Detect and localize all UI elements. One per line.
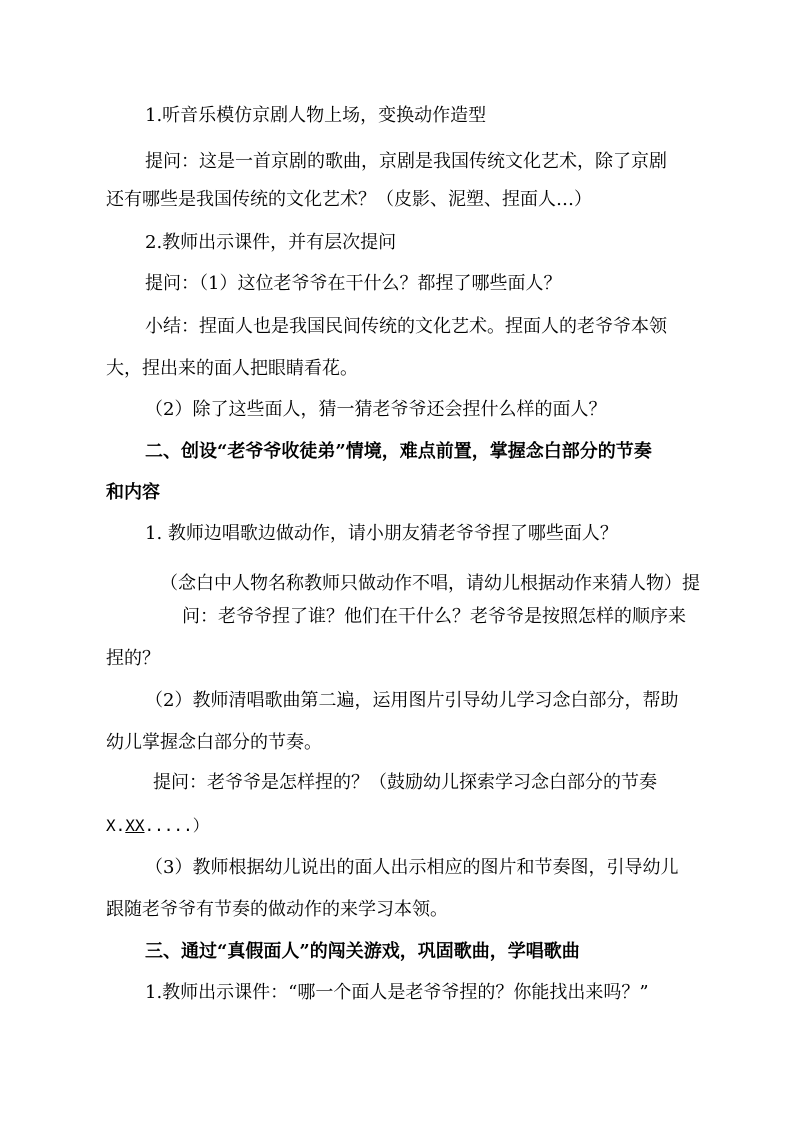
paragraph-line: 小结：捏面人也是我国民间传统的文化艺术。捏面人的老爷爷本领 [145,316,667,337]
paragraph-line: （念白中人物名称教师只做动作不唱，请幼儿根据动作来猜人物）提 [160,573,700,594]
paragraph-line: 提问：（1）这位老爷爷在干什么？都捏了哪些面人？ [145,273,562,294]
rhythm-prefix: X. [106,816,126,835]
paragraph-line: 跟随老爷爷有节奏的做动作的来学习本领。 [106,899,448,920]
paragraph-line: 捏的？ [106,648,160,669]
section-heading: 和内容 [106,482,160,503]
paragraph-line: 1.听音乐模仿京剧人物上场，变换动作造型 [145,105,487,126]
paragraph-line: （2）教师清唱歌曲第二遍，运用图片引导幼儿学习念白部分，帮助 [145,690,679,711]
paragraph-line: 提问：这是一首京剧的歌曲，京剧是我国传统文化艺术，除了京剧 [145,151,667,172]
paragraph-line: 1. 教师边唱歌边做动作，请小朋友猜老爷爷捏了哪些面人？ [145,523,618,544]
rhythm-notation [106,814,209,838]
rhythm-suffix: .....） [144,816,209,835]
paragraph-line: 还有哪些是我国传统的文化艺术？（皮影、泥塑、捏面人…） [106,189,592,210]
paragraph-line: 大，捏出来的面人把眼睛看花。 [106,358,358,379]
paragraph-line: 1.教师出示课件：“哪一个面人是老爷爷捏的？你能找出来吗？” [145,982,649,1003]
paragraph-line: 2.教师出示课件，并有层次提问 [145,232,397,253]
paragraph-line: 问：老爷爷捏了谁？他们在干什么？老爷爷是按照怎样的顺序来 [182,606,686,627]
section-heading: 二、创设“老爷爷收徒弟”情境，难点前置，掌握念白部分的节奏 [145,441,652,462]
paragraph-line: 提问：老爷爷是怎样捏的？（鼓励幼儿探索学习念白部分的节奏 [153,772,657,793]
paragraph-line: 幼儿掌握念白部分的节奏。 [106,732,322,753]
paragraph-line: （2）除了这些面人，猜一猜老爷爷还会捏什么样的面人？ [145,399,607,420]
rhythm-underlined: XX [125,816,145,835]
paragraph-line: （3）教师根据幼儿说出的面人出示相应的图片和节奏图，引导幼儿 [145,857,679,878]
section-heading: 三、通过“真假面人”的闯关游戏，巩固歌曲，学唱歌曲 [145,941,580,962]
